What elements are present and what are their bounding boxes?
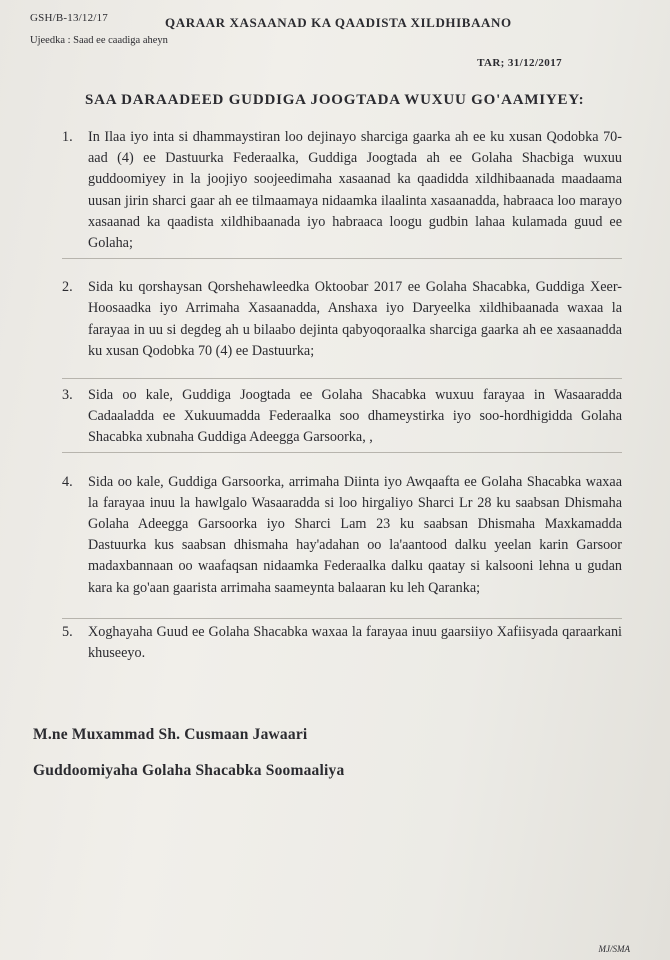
- decision-item: [62, 127, 622, 254]
- subject-line: Ujeedka : Saad ee caadiga aheyn: [30, 35, 168, 46]
- decision-list: [62, 127, 622, 664]
- decision-number: 1.: [62, 129, 73, 145]
- divider: [62, 452, 622, 453]
- document-date: TAR; 31/12/2017: [477, 57, 562, 69]
- decision-number: 3.: [62, 387, 73, 404]
- decision-item: [62, 385, 622, 449]
- divider: [62, 378, 622, 379]
- decision-item: [62, 277, 622, 362]
- divider: [62, 618, 622, 619]
- typist-initials: MJ/SMA: [598, 944, 630, 954]
- decision-number: 4.: [62, 473, 73, 490]
- decision-item: [62, 472, 622, 599]
- divider: [62, 258, 622, 259]
- signatory-title: Guddoomiyaha Golaha Shacabka Soomaaliya: [33, 762, 345, 779]
- decision-text: Sida oo kale, Guddiga Joogtada ee Golaha Shacabka wuxuu farayaa in Wasaaradda Cadaaladda ee Xukuumadda Federaalka soo dhameystirka iyo soo-hordhigidda Golaha Shacabka xubnaha Guddiga Adeegga Garsoorka, ,: [88, 387, 622, 446]
- signatory-name: M.ne Muxammad Sh. Cusmaan Jawaari: [33, 726, 308, 743]
- decision-number: 5.: [62, 623, 73, 640]
- decision-item: [62, 622, 622, 664]
- decision-number: 2.: [62, 279, 73, 296]
- reference-number: GSH/B-13/12/17: [30, 12, 108, 24]
- decision-text: Sida ku qorshaysan Qorshehawleedka Oktoobar 2017 ee Golaha Shacabka, Guddiga Xeer-Hoosaadka iyo Arrimaha Xasaanadda, Anshaxa iyo Daryeelka xildhibaanada waxaa la farayaa in uu si degdeg ah u bilaabo dejinta qabyoqoraalka sharciga gaarka ah ee xasaanadda ku xusan Qodobka 70 (4) ee Dastuurka;: [88, 279, 622, 359]
- document-title: QARAAR XASAANAD KA QAADISTA XILDHIBAANO: [165, 15, 512, 30]
- decision-text: In Ilaa iyo inta si dhammaystiran loo dejinayo sharciga gaarka ah ee ku xusan Qodobka 70-aad (4) ee Dastuurka Federaalka, Guddiga Joogtada ah ee Golaha Shacbiga wuxuu guddoomiyey in la joojiyo soojeedimaha xasaanad ka qaadidda xildhibaanada maadaama uusan jirin sharci gaar ah ee tilmaamaya nidaamka ilaalinta xasaanadda, habraaca loo marayo xasaanad ka qaadista xildhibaanada iyo habraaca loogu gudbin lahaa kulamada guud ee Golaha;: [88, 129, 622, 252]
- decision-text: Xoghayaha Guud ee Golaha Shacabka waxaa la farayaa inuu gaarsiiyo Xafiisyada qaraarkani khuseeyo.: [88, 623, 622, 662]
- resolution-heading: SAA DARAADEED GUDDIGA JOOGTADA WUXUU GO'AAMIYEY:: [85, 92, 585, 108]
- decision-text: Sida oo kale, Guddiga Garsoorka, arrimaha Diinta iyo Awqaafta ee Golaha Shacabka waxaa la farayaa inuu la hawlgalo Wasaaradda si loo hirgaliyo Sharci Lr 28 ku saabsan Dhismaha Golaha Adeegga Garsoorka iyo Sharci Lam 23 ku saabsan Dhismaha Maxkamadda Dastuurka kus saabsan dhismaha hay'adahan oo la'aantood dalku yeelan karin Garsoor madaxbannaan oo waafaqsan nidaamka Federaalka dalku qaatay si kalsooni lehna u gudan kara ka go'aan gaarista arrimaha saameynta balaaran ku leh Qaranka;: [88, 473, 622, 596]
